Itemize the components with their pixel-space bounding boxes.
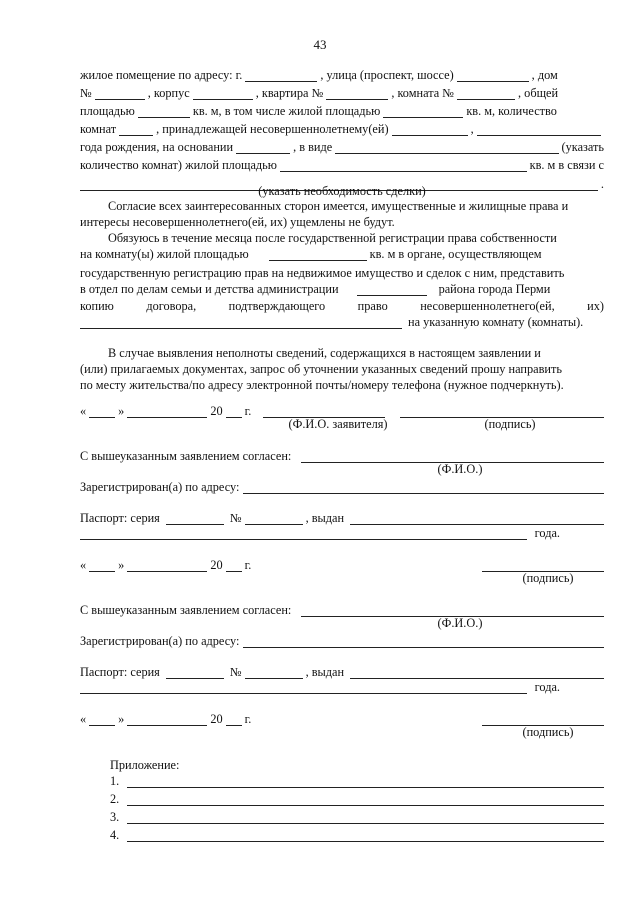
quote-close: »	[118, 557, 125, 572]
consent-agree-line-1	[80, 447, 604, 463]
specify-label: (указать	[561, 139, 604, 154]
applicant-fio-caption: (Ф.И.О. заявителя)	[288, 417, 388, 431]
basis-blank[interactable]	[236, 152, 290, 154]
passport-label: Паспорт: серия	[80, 510, 160, 525]
period: .	[600, 176, 604, 191]
oblige-word: копию	[80, 298, 114, 313]
reason-label: кв. м в связи с	[529, 157, 604, 172]
living-area-label: кв. м, в том числе жилой площадью	[192, 103, 381, 118]
incomplete-text-2: (или) прилагаемых документах, запрос об уточнении указанных сведений прошу направить	[80, 361, 562, 376]
consent-text-2: интересы несовершеннолетнего(ей, их) ущемлены не будут.	[80, 214, 395, 229]
incomplete-line-3	[80, 376, 604, 392]
quote-open: «	[80, 557, 87, 572]
year-prefix: 20	[210, 403, 223, 418]
year-label: года.	[534, 679, 560, 694]
oblige-word: несовершеннолетнего(ей,	[420, 298, 555, 313]
year-prefix: 20	[210, 557, 223, 572]
applicant-signature-caption: (подпись)	[484, 417, 536, 431]
oblige-line-1	[80, 229, 604, 245]
quote-close: »	[118, 403, 125, 418]
attachment-number: 2.	[110, 791, 120, 806]
attachments-title-line	[110, 756, 604, 772]
incomplete-text-3: по месту жительства/по адресу электронной почты/номеру телефона (нужное подчеркнуть).	[80, 377, 564, 392]
oblige-text-4b: района города Перми	[438, 281, 551, 296]
total-area-blank[interactable]	[138, 116, 190, 118]
month-blank[interactable]	[127, 416, 207, 418]
street-label: , улица (проспект, шоссе)	[320, 67, 454, 82]
oblige-text-2a: на комнату(ы) жилой площадью	[80, 246, 249, 261]
registered-label: Зарегистрирован(а) по адресу:	[80, 633, 240, 648]
oblige-area-blank[interactable]	[269, 259, 367, 261]
living-area-line	[80, 156, 604, 172]
attachment-item	[110, 826, 604, 842]
rooms-living-area-label: количество комнат) жилой площадью	[80, 157, 277, 172]
oblige-word: право	[357, 298, 388, 313]
issued-by-blank-2[interactable]	[80, 538, 527, 540]
day-blank[interactable]	[89, 570, 115, 572]
consent-date-line-2	[80, 710, 604, 726]
address-line-1	[80, 66, 604, 82]
consent-fio-caption: (Ф.И.О.)	[437, 462, 483, 476]
apartment-label: , квартира №	[255, 85, 324, 100]
passport-line-2	[80, 663, 604, 679]
document-blank[interactable]	[80, 327, 402, 329]
consent-signature-caption: (подпись)	[522, 571, 574, 585]
year-suffix: г.	[244, 557, 252, 572]
attachment-item	[110, 790, 604, 806]
passport-number-label: №	[229, 510, 242, 525]
year-label: года.	[534, 525, 560, 540]
registered-line-2	[80, 632, 604, 648]
building-blank[interactable]	[193, 98, 253, 100]
oblige-text-3: государственную регистрацию прав на недвижимое имущество и сделок с ним, представить	[80, 265, 565, 280]
attachment-item	[110, 808, 604, 824]
consent-line-1	[80, 197, 604, 213]
attachment-number: 4.	[110, 827, 120, 842]
consent-agree-label: С вышеуказанным заявлением согласен:	[80, 602, 292, 617]
oblige-text-2b: кв. м в органе, осуществляющем	[369, 246, 542, 261]
attachments-title: Приложение:	[110, 757, 180, 772]
month-blank[interactable]	[127, 570, 207, 572]
page-number: 43	[313, 37, 327, 52]
consent-signature-caption: (подпись)	[522, 725, 574, 739]
attachment-blank[interactable]	[127, 804, 604, 806]
basis-line	[80, 138, 604, 154]
consent-text-1: Согласие всех заинтересованных сторон имеется, имущественные и жилищные права и	[108, 198, 569, 213]
apartment-blank[interactable]	[326, 98, 388, 100]
house-label: , дом	[531, 67, 558, 82]
incomplete-text-1: В случае выявления неполноты сведений, содержащихся в настоящем заявлении и	[108, 345, 541, 360]
rooms-living-area-blank[interactable]	[280, 170, 527, 172]
year-blank[interactable]	[226, 724, 242, 726]
year-prefix: 20	[210, 711, 223, 726]
apt-num-label: №	[80, 85, 92, 100]
consent-fio-caption: (Ф.И.О.)	[437, 616, 483, 630]
oblige-text-4a: в отдел по делам семьи и детства администрации	[80, 281, 339, 296]
rooms-label: комнат	[80, 121, 117, 136]
owner-line	[80, 120, 604, 136]
registered-address-blank[interactable]	[243, 492, 604, 494]
attachment-number: 1.	[110, 773, 120, 788]
year-blank[interactable]	[226, 570, 242, 572]
attachment-blank[interactable]	[127, 840, 604, 842]
attachment-blank[interactable]	[127, 822, 604, 824]
issued-label: , выдан	[305, 510, 345, 525]
registered-address-blank[interactable]	[243, 646, 604, 648]
total-area-label: , общей	[518, 85, 559, 100]
district-blank[interactable]	[357, 294, 427, 296]
attachment-blank[interactable]	[127, 786, 604, 788]
house-number-blank[interactable]	[95, 98, 145, 100]
city-blank[interactable]	[245, 80, 317, 82]
registered-line-1	[80, 478, 604, 494]
issued-line-1	[80, 524, 604, 540]
oblige-line-2	[80, 245, 604, 261]
incomplete-line-2	[80, 360, 604, 376]
area-label: площадью	[80, 103, 135, 118]
incomplete-line-1	[80, 344, 604, 360]
rooms-count-blank[interactable]	[119, 134, 153, 136]
room-blank[interactable]	[457, 98, 515, 100]
in-form-blank[interactable]	[335, 152, 558, 154]
passport-line-1	[80, 509, 604, 525]
building-label: , корпус	[147, 85, 190, 100]
oblige-word: договора,	[146, 298, 197, 313]
oblige-line-3	[80, 264, 604, 280]
issued-line-2	[80, 678, 604, 694]
passport-number-label: №	[229, 664, 242, 679]
oblige-text-6: на указанную комнату (комнаты).	[408, 314, 584, 329]
room-label: , комната №	[391, 85, 455, 100]
oblige-word: их)	[587, 298, 604, 313]
applicant-date-line	[80, 402, 604, 418]
quote-close: »	[118, 711, 125, 726]
oblige-line-6	[80, 313, 604, 329]
minor-owner-label: , принадлежащей несовершеннолетнему(ей)	[156, 121, 389, 136]
oblige-word: подтверждающего	[228, 298, 326, 313]
passport-label: Паспорт: серия	[80, 664, 160, 679]
oblige-line-4	[80, 280, 604, 296]
issued-label: , выдан	[305, 664, 345, 679]
year-suffix: г.	[244, 403, 252, 418]
necessity-note: (указать необходимость сделки)	[258, 184, 426, 198]
minor-name-blank-2[interactable]	[477, 134, 601, 136]
attachment-item	[110, 772, 604, 788]
minor-name-blank[interactable]	[392, 134, 468, 136]
address-city-label: жилое помещение по адресу: г.	[80, 67, 243, 82]
street-blank[interactable]	[457, 80, 529, 82]
in-form-label: , в виде	[293, 139, 333, 154]
rooms-count-label: кв. м, количество	[466, 103, 557, 118]
attachment-number: 3.	[110, 809, 120, 824]
comma: ,	[470, 121, 474, 136]
consent-line-2	[80, 213, 604, 229]
year-blank[interactable]	[226, 416, 242, 418]
birth-year-label: года рождения, на основании	[80, 139, 234, 154]
month-blank[interactable]	[127, 724, 207, 726]
quote-open: «	[80, 711, 87, 726]
day-blank[interactable]	[89, 416, 115, 418]
area-line	[80, 102, 604, 118]
living-area-blank[interactable]	[383, 116, 463, 118]
quote-open: «	[80, 403, 87, 418]
oblige-line-5	[80, 297, 604, 313]
consent-agree-line-2	[80, 601, 604, 617]
issued-by-blank-2[interactable]	[80, 692, 527, 694]
day-blank[interactable]	[89, 724, 115, 726]
address-line-2	[80, 84, 604, 100]
oblige-text-1: Обязуюсь в течение месяца после государственной регистрации права собственности	[108, 230, 557, 245]
registered-label: Зарегистрирован(а) по адресу:	[80, 479, 240, 494]
consent-date-line-1	[80, 556, 604, 572]
consent-agree-label: С вышеуказанным заявлением согласен:	[80, 448, 292, 463]
year-suffix: г.	[244, 711, 252, 726]
